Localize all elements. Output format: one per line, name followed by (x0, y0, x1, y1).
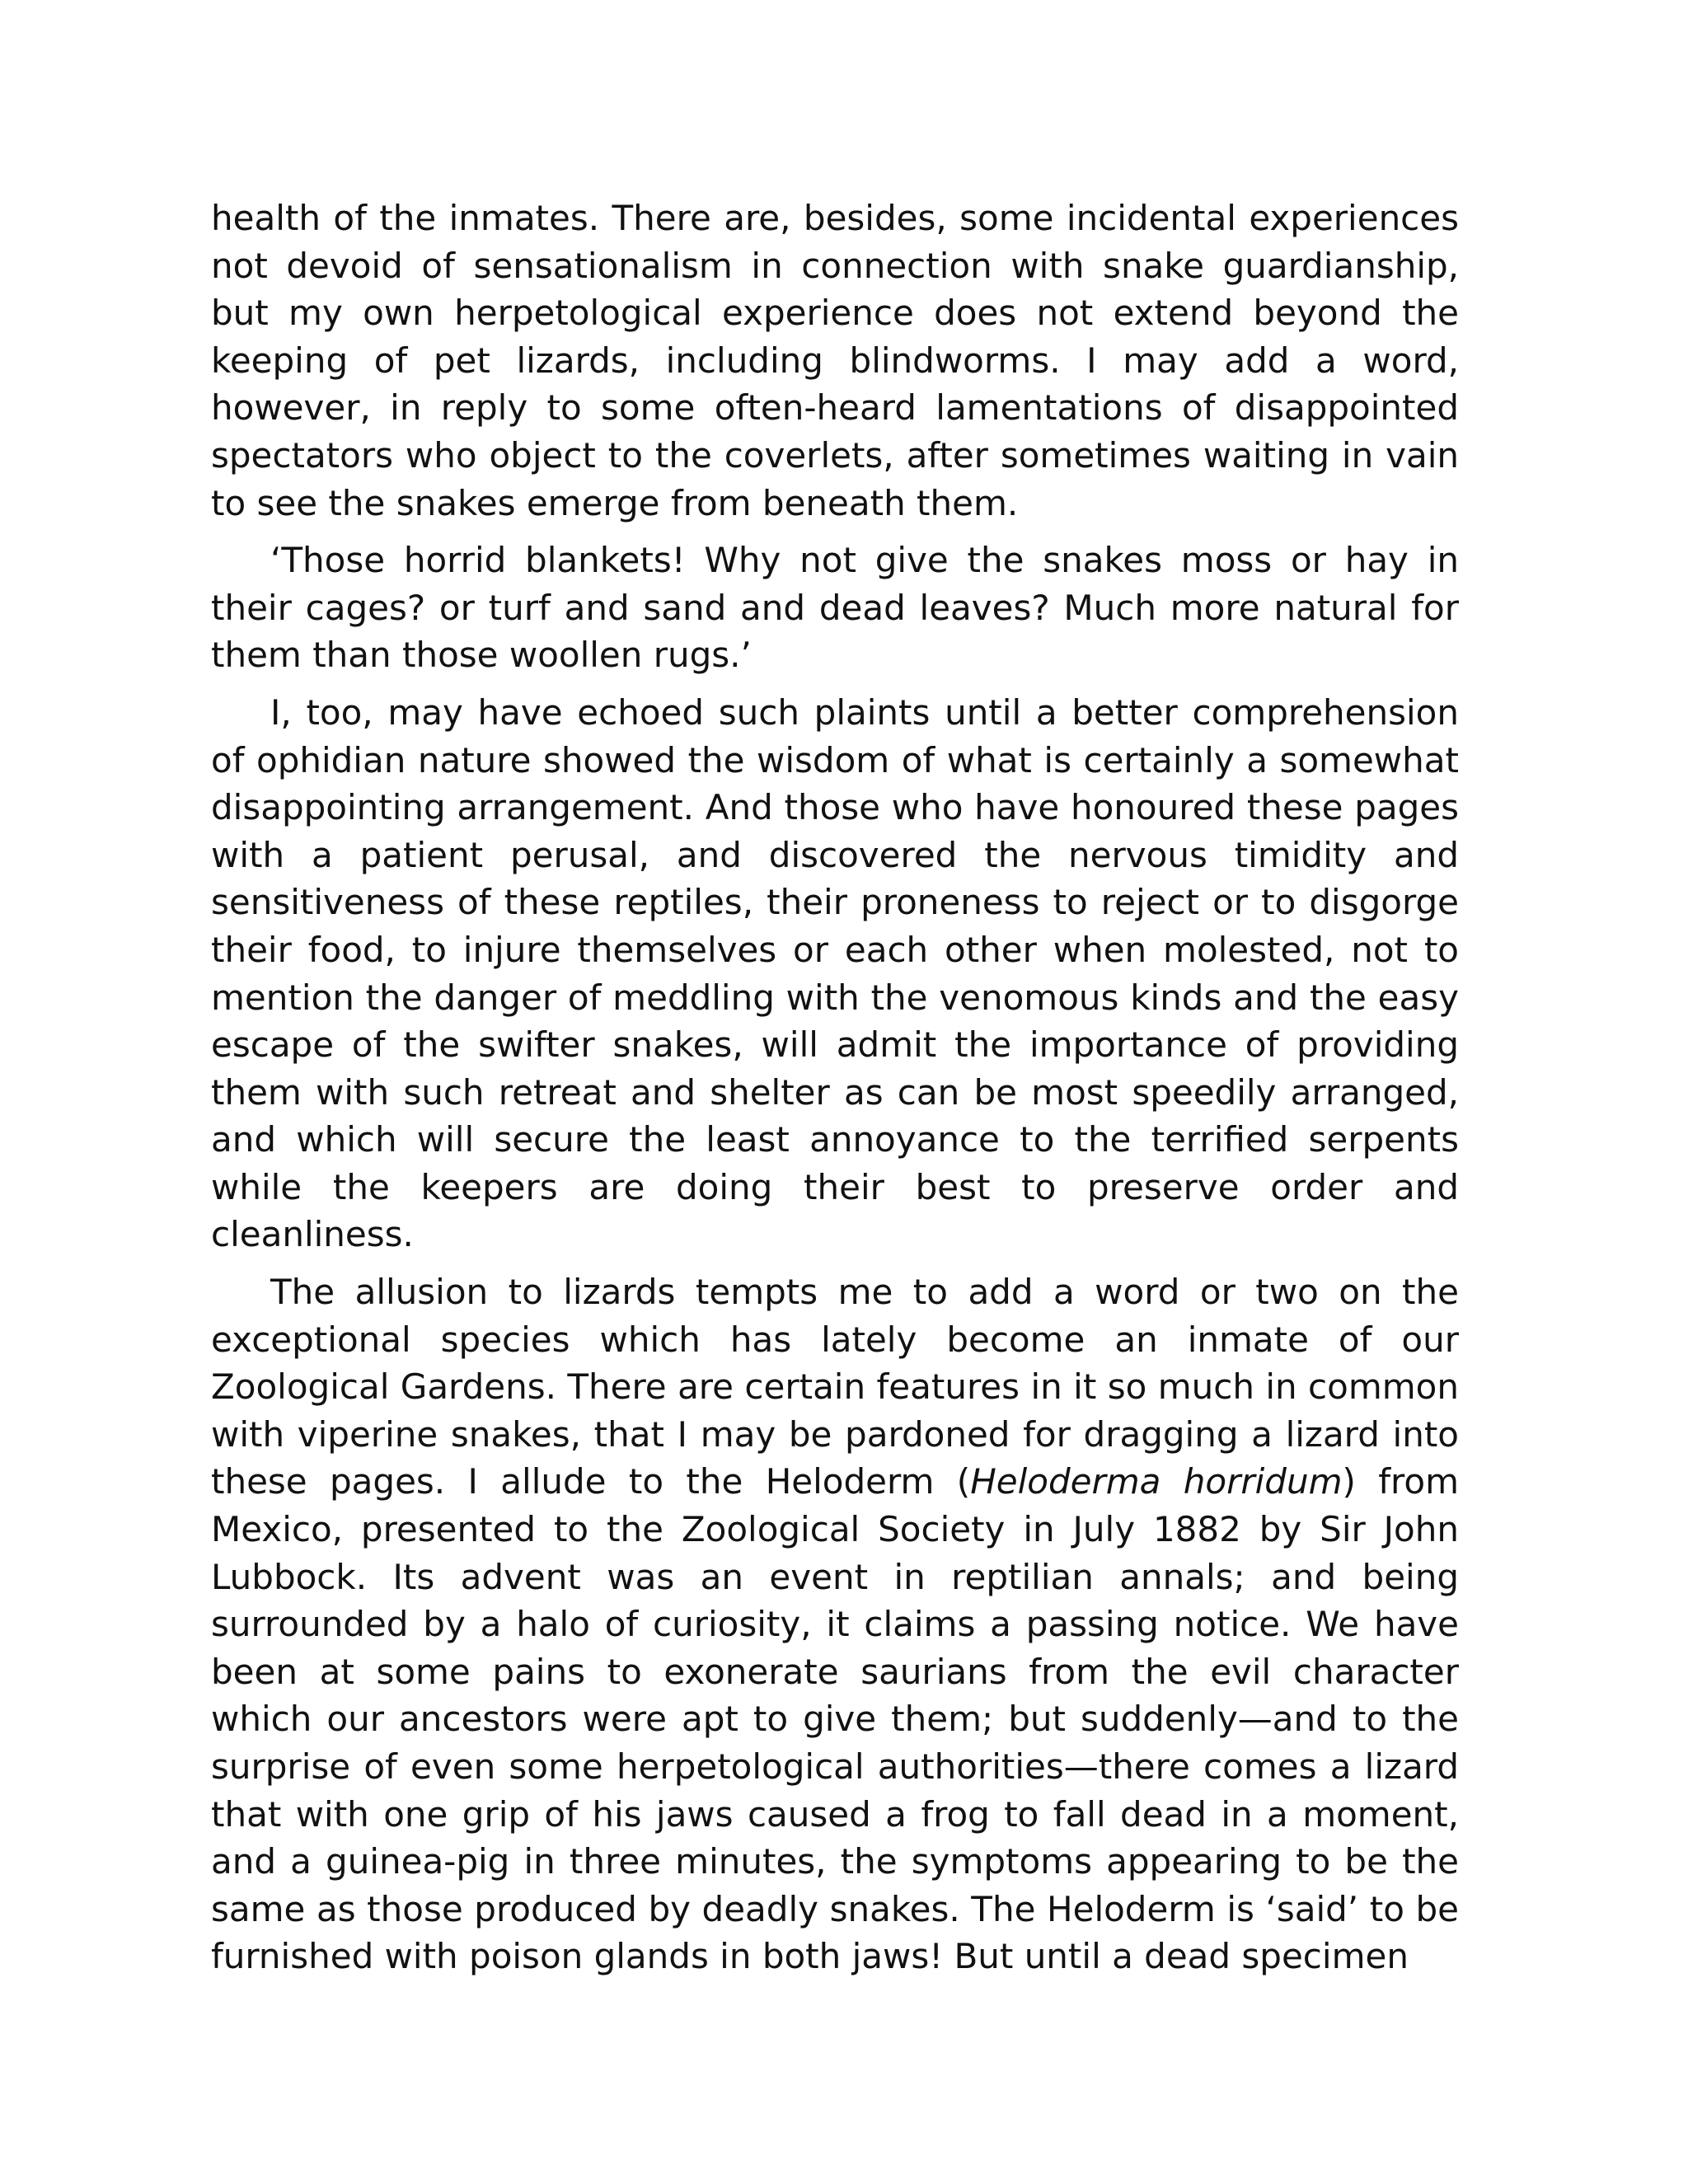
paragraph-4-text-after: ) from Mexico, presented to the Zoological Society in July 1882 by Sir John Lubbock. Its advent was an event in reptilian annals; and being surrounded by a halo of curiosity, it claims a passing notice. We have been at some pains to exonerate saurians from the evil character which our ancestors were apt to give them; but suddenly—and to the surprise of even some herpetological authorities—there comes a lizard that with one grip of his jaws caused a frog to fall dead in a moment, and a guinea-pig in three minutes, the symptoms appearing to be the same as those produced by deadly snakes. The Heloderm is ‘said’ to be furnished with poison glands in both jaws! But until a dead specimen (211, 1461, 1459, 1977)
body-text (211, 194, 1459, 1980)
species-name-italic: Heloderma horridum (970, 1461, 1343, 1502)
paragraph-3: I, too, may have echoed such plaints until a better comprehension of ophidian nature showed the wisdom of what is certainly a somewhat disappointing arrangement. And those who have honoured these pages with a patient perusal, and discovered the nervous timidity and sensitiveness of these reptiles, their proneness to reject or to disgorge their food, to injure themselves or each other when molested, not to mention the danger of meddling with the venomous kinds and the easy escape of the swifter snakes, will admit the importance of providing them with such retreat and shelter as can be most speedily arranged, and which will secure the least annoyance to the terrified serpents while the keepers are doing their best to preserve order and cleanliness. (211, 691, 1459, 1255)
paragraph-1: health of the inmates. There are, besides, some incidental experiences not devoid of sensationalism in connection with snake guardianship, but my own herpetological experience does not extend beyond the keeping of pet lizards, including blindworms. I may add a word, however, in reply to some often-heard lamentations of disappointed spectators who object to the coverlets, after sometimes waiting in vain to see the snakes emerge from beneath them. (211, 198, 1459, 523)
paragraph-4 (211, 1268, 1459, 1980)
paragraph-4-text-before: The allusion to lizards tempts me to add a word or two on the exceptional species which has lately become an inmate of our Zoological Gardens. There are certain features in it so much in common with viperine snakes, that I may be pardoned for dragging a lizard into these pages. I allude to the Heloderm ( (211, 1272, 1459, 1502)
paragraph-2: ‘Those horrid blankets! Why not give the snakes moss or hay in their cages? or turf and sand and dead leaves? Much more natural for them than those woollen rugs.’ (211, 540, 1459, 676)
